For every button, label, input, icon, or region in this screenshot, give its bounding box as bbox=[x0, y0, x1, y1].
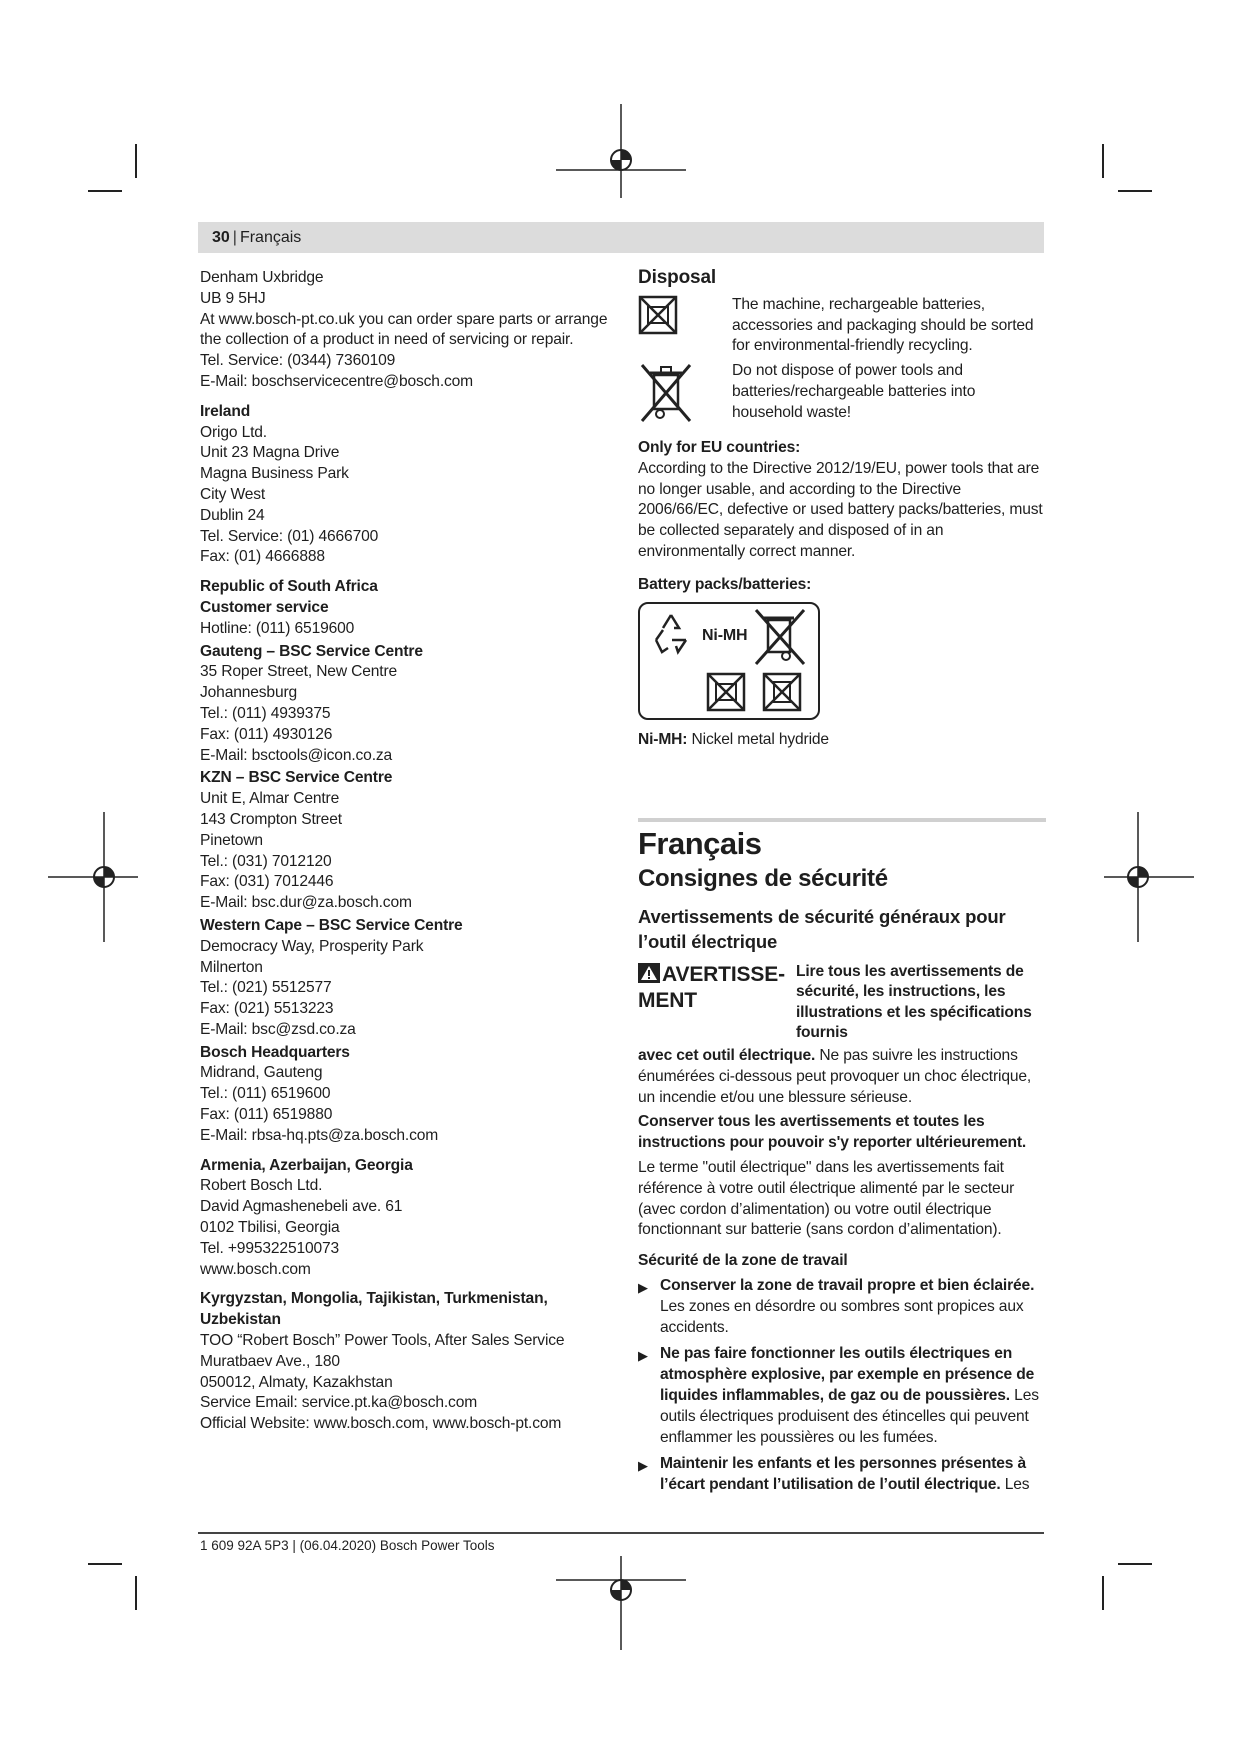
rsa-customer-service bbox=[200, 577, 610, 639]
text-line: E-Mail: rbsa-hq.pts@za.bosch.com bbox=[200, 1126, 439, 1144]
text-line: Tel.: (021) 5512577 bbox=[200, 979, 332, 997]
crop-mark bbox=[135, 144, 137, 178]
right-column bbox=[638, 268, 1046, 1502]
nimh-legend bbox=[638, 730, 1046, 751]
bosch-hq-address bbox=[200, 1043, 610, 1147]
text-line: Unit E, Almar Centre bbox=[200, 790, 340, 808]
text-line: At www.bosch-pt.co.uk you can order spare parts or arrange bbox=[200, 310, 608, 328]
bullet-arrow-icon: ▶ bbox=[638, 1458, 648, 1474]
text-line: Unit 23 Magna Drive bbox=[200, 444, 340, 462]
section-title: Gauteng – BSC Service Centre bbox=[200, 642, 423, 660]
crossed-bin-icon bbox=[752, 608, 808, 666]
text-line: Midrand, Gauteng bbox=[200, 1064, 323, 1082]
warning-signal-word bbox=[638, 962, 796, 1044]
header-separator: | bbox=[232, 228, 237, 246]
warning-block bbox=[638, 962, 1046, 1044]
disposal-row-2 bbox=[638, 361, 1046, 432]
eu-paragraph: According to the Directive 2012/19/EU, power tools that are no longer usable, and according to the Directive 2006/66/EC, defective or used battery packs/batteries, must be collected separately and disposed of in an environmentally correct manner. bbox=[638, 459, 1043, 560]
eu-title: Only for EU countries: bbox=[638, 438, 801, 456]
recycle-icon bbox=[648, 610, 694, 656]
general-warnings-title: Avertissements de sécurité généraux pour l’outil électrique bbox=[638, 905, 1006, 952]
packaging-recycle-icon bbox=[638, 295, 732, 342]
text-line: Fax: (01) 4666888 bbox=[200, 548, 325, 566]
crop-mark bbox=[1118, 190, 1152, 192]
kzn-address bbox=[200, 768, 610, 914]
bullet-bold: Conserver la zone de travail propre et bien éclairée. bbox=[660, 1276, 1035, 1294]
text-line: Dublin 24 bbox=[200, 506, 265, 524]
warning-word-line2: MENT bbox=[638, 988, 697, 1012]
disposal-title: Disposal bbox=[638, 267, 716, 288]
text-line: Tel.: (031) 7012120 bbox=[200, 852, 332, 870]
work-area-title: Sécurité de la zone de travail bbox=[638, 1252, 848, 1270]
page-footer: 1 609 92A 5P3 | (06.04.2020) Bosch Power Tools bbox=[200, 1538, 495, 1553]
section-title: Kyrgyzstan, Mongolia, Tajikistan, Turkmenistan, bbox=[200, 1290, 548, 1308]
gauteng-address bbox=[200, 642, 610, 767]
keep-instructions-text: Conserver tous les avertissements et toutes les instructions pour pouvoir s'y reporter ultérieurement. bbox=[638, 1113, 1027, 1152]
text-line: E-Mail: bsc.dur@za.bosch.com bbox=[200, 894, 412, 912]
battery-chemistry-label: Ni-MH bbox=[702, 626, 748, 644]
battery-title: Battery packs/batteries: bbox=[638, 575, 812, 593]
crop-mark bbox=[88, 190, 122, 192]
text-line: Denham Uxbridge bbox=[200, 269, 324, 286]
text-line: Tel.: (011) 4939375 bbox=[200, 704, 331, 722]
registration-mark-icon bbox=[556, 1556, 686, 1650]
text-line: E-Mail: bsctools@icon.co.za bbox=[200, 746, 393, 764]
text-line: 050012, Almaty, Kazakhstan bbox=[200, 1373, 393, 1391]
left-column bbox=[200, 268, 610, 1444]
disposal-paragraph: The machine, rechargeable batteries, accessories and packaging should be sorted for environmental-friendly recycling. bbox=[732, 295, 1034, 355]
bullet-bold: Ne pas faire fonctionner les outils électriques en atmosphère explosive, par exemple en présence de liquides inflammables, de gaz ou de poussières. bbox=[660, 1345, 1035, 1404]
text-line: Tel. Service: (01) 4666700 bbox=[200, 527, 379, 545]
text-line: David Agmashenebeli ave. 61 bbox=[200, 1198, 403, 1216]
text-line: Hotline: (011) 6519600 bbox=[200, 619, 355, 637]
text-line: Tel. +995322510073 bbox=[200, 1239, 340, 1257]
section-divider bbox=[638, 818, 1046, 822]
uk-address bbox=[200, 268, 610, 393]
western-cape-address bbox=[200, 916, 610, 1041]
section-title: Customer service bbox=[200, 598, 329, 616]
disposal-paragraph: Do not dispose of power tools and batteries/rechargeable batteries into household waste! bbox=[732, 362, 976, 421]
text-line: TOO “Robert Bosch” Power Tools, After Sales Service bbox=[200, 1332, 565, 1350]
section-title: Bosch Headquarters bbox=[200, 1043, 350, 1061]
warning-rest: Ne pas suivre les instructions énumérées ci-dessous peut provoquer un choc électrique, un incendie et/ou une blessure sérieuse. bbox=[638, 1046, 1032, 1106]
nimh-label: Ni-MH: bbox=[638, 730, 688, 748]
registration-mark-icon bbox=[556, 104, 686, 198]
crop-mark bbox=[1102, 144, 1104, 178]
bullet-text: Les bbox=[1000, 1476, 1030, 1494]
crossed-bin-icon bbox=[638, 361, 732, 432]
text-line: 143 Crompton Street bbox=[200, 810, 342, 828]
ireland-address bbox=[200, 402, 610, 568]
packaging-recycle-icon bbox=[706, 672, 746, 712]
crop-mark bbox=[1102, 1576, 1104, 1610]
page-number: 30 bbox=[212, 228, 230, 246]
list-item bbox=[638, 1344, 1046, 1448]
text-line: Tel.: (011) 6519600 bbox=[200, 1085, 331, 1103]
language-title: Français bbox=[638, 826, 762, 862]
warning-paragraph bbox=[638, 1046, 1046, 1108]
bullet-bold: Maintenir les enfants et les personnes présentes à l’écart pendant l’utilisation de l’outil électrique. bbox=[660, 1455, 1027, 1494]
page-header bbox=[198, 222, 1044, 253]
list-item bbox=[638, 1454, 1046, 1496]
text-line: Democracy Way, Prosperity Park bbox=[200, 937, 424, 955]
text-line: Robert Bosch Ltd. bbox=[200, 1177, 323, 1195]
text-line: the collection of a product in need of servicing or repair. bbox=[200, 331, 574, 349]
text-line: www.bosch.com bbox=[200, 1260, 311, 1278]
section-title: Republic of South Africa bbox=[200, 578, 378, 596]
disposal-row-1 bbox=[638, 295, 1046, 357]
nimh-text: Nickel metal hydride bbox=[687, 730, 829, 748]
battery-recycle-icon bbox=[762, 672, 802, 712]
text-line: 35 Roper Street, New Centre bbox=[200, 663, 398, 681]
bullet-arrow-icon: ▶ bbox=[638, 1279, 648, 1295]
text-line: Service Email: service.pt.ka@bosch.com bbox=[200, 1394, 478, 1412]
kyrgyzstan-address bbox=[200, 1289, 610, 1435]
section-title: Armenia, Azerbaijan, Georgia bbox=[200, 1156, 413, 1174]
text-line: UB 9 5HJ bbox=[200, 289, 266, 307]
registration-mark-icon bbox=[1104, 812, 1194, 942]
text-line: Fax: (031) 7012446 bbox=[200, 873, 334, 891]
safety-title: Consignes de sécurité bbox=[638, 865, 888, 893]
text-line: Fax: (021) 5513223 bbox=[200, 1000, 334, 1018]
text-line: Milnerton bbox=[200, 958, 263, 976]
crop-mark bbox=[1118, 1563, 1152, 1565]
text-line: Fax: (011) 6519880 bbox=[200, 1106, 333, 1124]
section-title: Ireland bbox=[200, 402, 251, 420]
text-line: Magna Business Park bbox=[200, 465, 349, 483]
text-line: E-Mail: boschservicecentre@bosch.com bbox=[200, 372, 474, 390]
warning-lead-text: Lire tous les avertissements de sécurité, les instructions, les illustrations et les spécifications fournis bbox=[796, 962, 1032, 1042]
text-line: Pinetown bbox=[200, 831, 263, 849]
warning-word-line1: AVERTISSE- bbox=[662, 962, 785, 986]
text-line: E-Mail: bsc@zsd.co.za bbox=[200, 1020, 356, 1038]
text-line: City West bbox=[200, 485, 266, 503]
crop-mark bbox=[88, 1563, 122, 1565]
footer-divider bbox=[198, 1532, 1044, 1534]
battery-symbols bbox=[638, 602, 820, 720]
text-line: Origo Ltd. bbox=[200, 423, 267, 441]
crop-mark bbox=[135, 1576, 137, 1610]
text-line: Fax: (011) 4930126 bbox=[200, 725, 333, 743]
armenia-address bbox=[200, 1156, 610, 1281]
text-line: 0102 Tbilisi, Georgia bbox=[200, 1219, 340, 1237]
bullet-arrow-icon: ▶ bbox=[638, 1348, 648, 1364]
warning-triangle-icon bbox=[638, 963, 660, 983]
bullet-text: Les zones en désordre ou sombres sont propices aux accidents. bbox=[660, 1297, 1024, 1336]
section-title: Uzbekistan bbox=[200, 1311, 281, 1329]
registration-mark-icon bbox=[48, 812, 138, 942]
text-line: Tel. Service: (0344) 7360109 bbox=[200, 352, 396, 370]
header-section: Français bbox=[239, 228, 302, 246]
power-tool-term-text: Le terme "outil électrique" dans les avertissements fait référence à votre outil électrique alimenté par le secteur (avec cordon d’alimentation) ou votre outil électrique fonctionnant sur batterie (sans cordon d’alimentation). bbox=[638, 1158, 1015, 1239]
text-line: Johannesburg bbox=[200, 684, 298, 702]
warning-bold-continuation: avec cet outil électrique. bbox=[638, 1046, 816, 1064]
section-title: KZN – BSC Service Centre bbox=[200, 769, 393, 787]
bullet-text: Les outils électriques produisent des étincelles qui peuvent enflammer les poussières ou les fumées. bbox=[660, 1386, 1039, 1446]
section-title: Western Cape – BSC Service Centre bbox=[200, 916, 463, 934]
text-line: Official Website: www.bosch.com, www.bosch-pt.com bbox=[200, 1415, 562, 1433]
list-item bbox=[638, 1276, 1046, 1338]
text-line: Muratbaev Ave., 180 bbox=[200, 1352, 340, 1370]
